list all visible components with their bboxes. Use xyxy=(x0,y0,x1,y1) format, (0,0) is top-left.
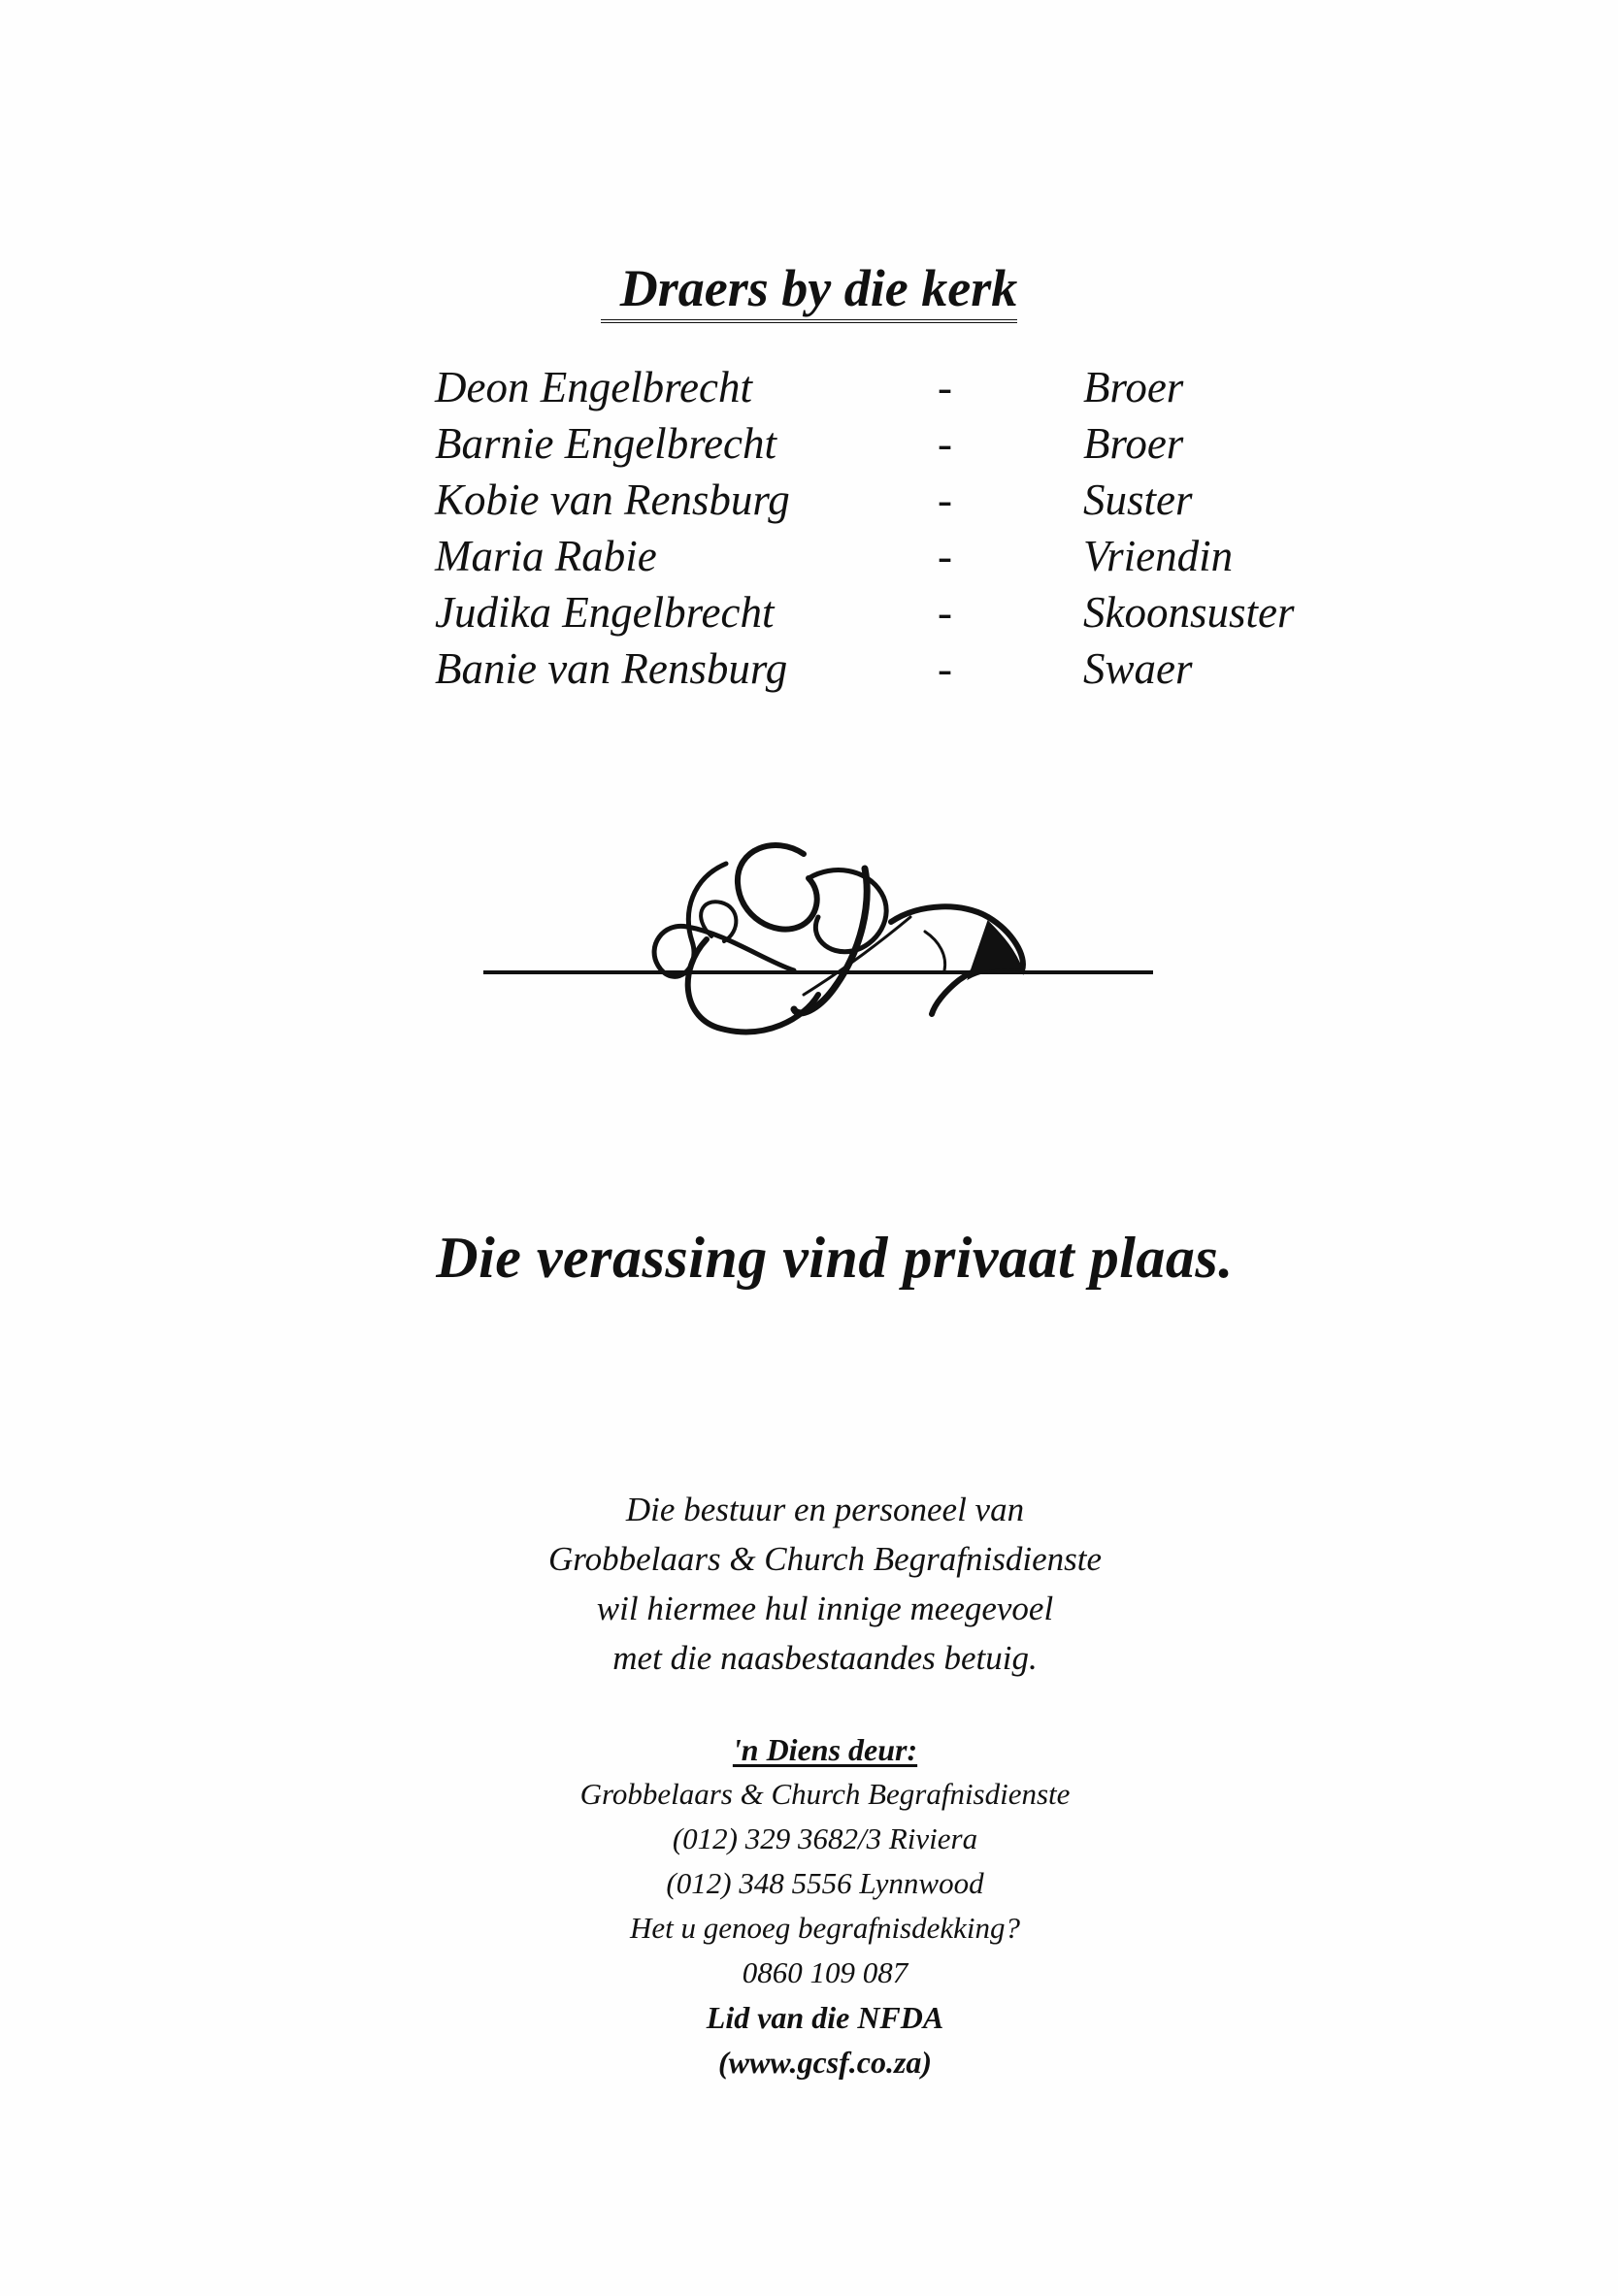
phone-lynnwood: (012) 348 5556 Lynnwood xyxy=(666,1866,984,1900)
bearer-separator: - xyxy=(938,532,952,580)
bearer-name: Barnie Engelbrecht xyxy=(435,419,776,468)
heading-text: Draers by die kerk xyxy=(601,260,1017,323)
cremation-notice: Die verassing vind privaat plaas. xyxy=(436,1226,1234,1290)
page-title xyxy=(0,260,1618,323)
bearer-relation: Swaer xyxy=(1083,644,1193,693)
condolence-line: Grobbelaars & Church Begrafnisdienste xyxy=(547,1540,1102,1578)
condolence-message xyxy=(0,1485,1618,1683)
cover-number: 0860 109 087 xyxy=(742,1955,908,1989)
bearer-relation: Broer xyxy=(1083,419,1184,468)
condolence-line: met die naasbestaandes betuig. xyxy=(612,1639,1038,1677)
bearer-relation: Broer xyxy=(1083,363,1184,411)
bearer-name: Maria Rabie xyxy=(435,532,657,580)
bearer-name: Banie van Rensburg xyxy=(435,644,788,693)
service-title: 'n Diens deur: xyxy=(732,1732,918,1767)
cover-question: Het u genoeg begrafnisdekking? xyxy=(629,1911,1021,1945)
website: (www.gcsf.co.za) xyxy=(717,2045,933,2080)
condolence-line: wil hiermee hul innige meegevoel xyxy=(596,1590,1054,1627)
bearer-name: Kobie van Rensburg xyxy=(435,476,790,524)
bearer-relation: Vriendin xyxy=(1083,532,1234,580)
service-info xyxy=(0,1727,1618,2084)
flourish-divider-icon xyxy=(483,825,1163,1058)
bearer-row xyxy=(435,472,1405,528)
bearer-relation: Suster xyxy=(1083,476,1193,524)
bearer-separator: - xyxy=(938,644,952,693)
bearer-row xyxy=(435,528,1405,584)
condolence-line: Die bestuur en personeel van xyxy=(625,1491,1025,1528)
bearer-separator: - xyxy=(938,476,952,524)
company-name: Grobbelaars & Church Begrafnisdienste xyxy=(579,1777,1071,1811)
bearers-list xyxy=(435,359,1405,697)
bearer-row xyxy=(435,359,1405,415)
bearer-name: Judika Engelbrecht xyxy=(435,588,775,637)
bearer-name: Deon Engelbrecht xyxy=(435,363,752,411)
phone-riviera: (012) 329 3682/3 Riviera xyxy=(672,1821,978,1855)
bearer-separator: - xyxy=(938,419,952,468)
bearer-row xyxy=(435,640,1405,697)
bearer-row xyxy=(435,415,1405,472)
bearer-separator: - xyxy=(938,363,952,411)
bearer-relation: Skoonsuster xyxy=(1083,588,1295,637)
membership: Lid van die NFDA xyxy=(706,2000,944,2035)
bearer-row xyxy=(435,584,1405,640)
bearer-separator: - xyxy=(938,588,952,637)
